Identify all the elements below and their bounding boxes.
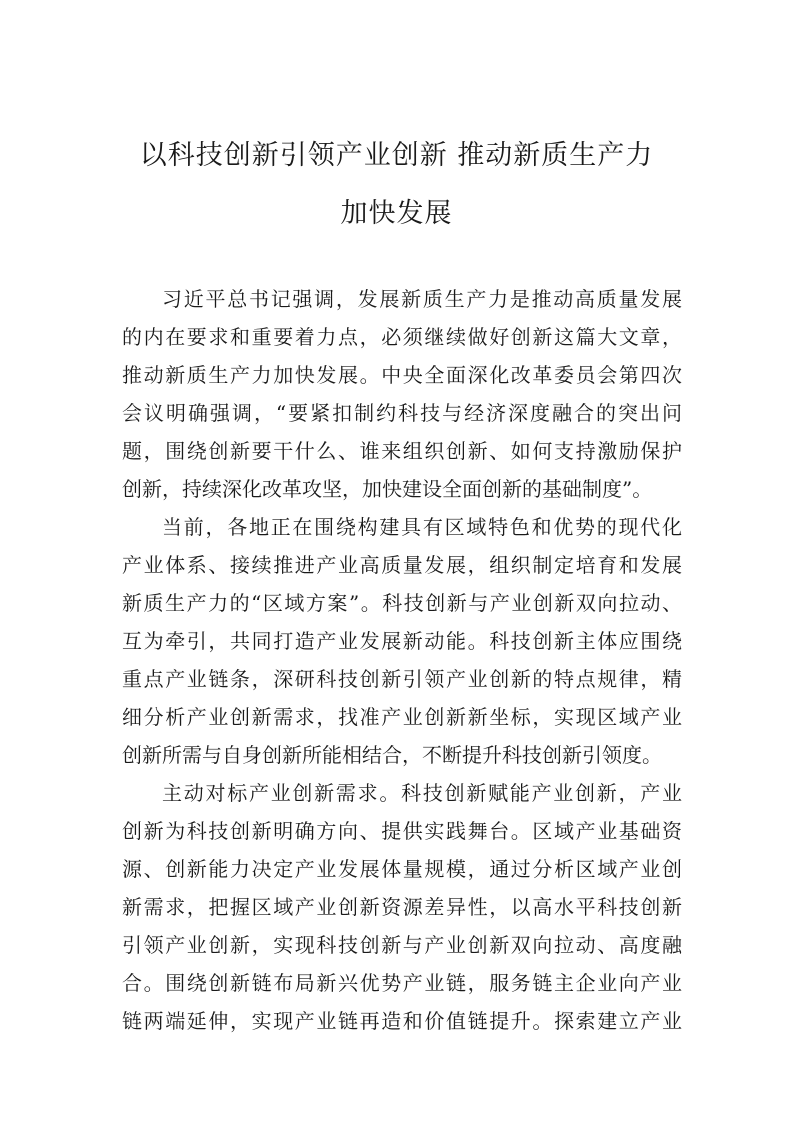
paragraph-2-line-6: 细分析产业创新需求，找准产业创新新坐标，实现区域产业 (122, 705, 682, 729)
paragraph-2-line-2: 产业体系、接续推进产业高质量发展，组织制定培育和发展 (122, 553, 682, 577)
paragraph-3-line-5: 引领产业创新，实现科技创新与产业创新双向拉动、高度融 (122, 933, 682, 957)
paragraph-1-line-2: 的内在要求和重要着力点，必须继续做好创新这篇大文章， (122, 325, 682, 349)
paragraph-1-line-1: 习近平总书记强调，发展新质生产力是推动高质量发展 (162, 287, 682, 311)
paragraph-3-line-7: 链两端延伸，实现产业链再造和价值链提升。探索建立产业 (122, 1009, 682, 1033)
paragraph-2-line-7: 创新所需与自身创新所能相结合，不断提升科技创新引领度。 (122, 743, 662, 767)
paragraph-3-line-2: 创新为科技创新明确方向、提供实践舞台。区域产业基础资 (122, 819, 682, 843)
document-title-line-1: 以科技创新引领产业创新 推动新质生产力 (139, 140, 654, 171)
paragraph-2-line-1: 当前，各地正在围绕构建具有区域特色和优势的现代化 (162, 515, 682, 539)
paragraph-3-line-6: 合。围绕创新链布局新兴优势产业链，服务链主企业向产业 (122, 971, 682, 995)
paragraph-3-line-3: 源、创新能力决定产业发展体量规模，通过分析区域产业创 (122, 857, 682, 881)
document-title-line-2: 加快发展 (340, 198, 453, 229)
paragraph-1-line-3: 推动新质生产力加快发展。中央全面深化改革委员会第四次 (122, 363, 682, 387)
paragraph-2-line-3: 新质生产力的“区域方案”。科技创新与产业创新双向拉动、 (122, 591, 682, 615)
paragraph-2-line-4: 互为牵引，共同打造产业发展新动能。科技创新主体应围绕 (122, 629, 682, 653)
paragraph-2-line-5: 重点产业链条，深研科技创新引领产业创新的特点规律，精 (122, 667, 682, 691)
paragraph-1-line-4: 会议明确强调，“要紧扣制约科技与经济深度融合的突出问 (122, 401, 682, 425)
paragraph-1-line-5: 题，围绕创新要干什么、谁来组织创新、如何支持激励保护 (122, 439, 682, 463)
paragraph-1-line-6: 创新，持续深化改革攻坚，加快建设全面创新的基础制度”。 (122, 477, 653, 501)
paragraph-3-line-1: 主动对标产业创新需求。科技创新赋能产业创新，产业 (162, 781, 682, 805)
paragraph-3-line-4: 新需求，把握区域产业创新资源差异性，以高水平科技创新 (122, 895, 682, 919)
